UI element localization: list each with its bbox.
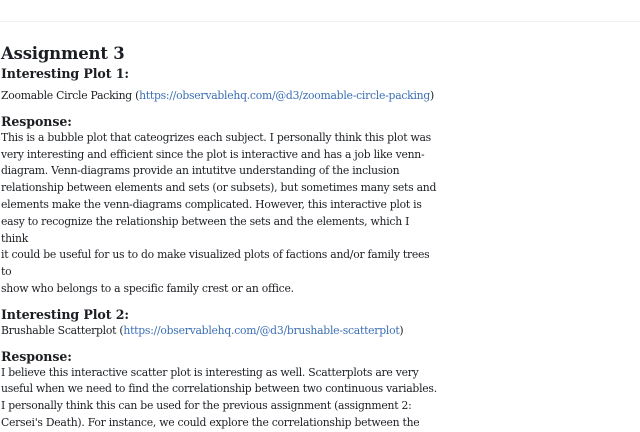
response1-line: This is a bubble plot that cateogrizes each subject. I personally think this plot was bbox=[1, 130, 431, 144]
plot1-name: Zoomable Circle Packing ( bbox=[1, 89, 140, 102]
response1-line: it could be useful for us to do make visualized plots of factions and/or family trees to bbox=[1, 248, 430, 279]
plot1-close-paren: ) bbox=[430, 89, 435, 102]
plot2-heading: Interesting Plot 2: bbox=[1, 306, 129, 322]
plot2-reference bbox=[1, 323, 437, 340]
response1-line: show who belongs to a specific family crest or an office. bbox=[1, 281, 294, 295]
document-body bbox=[1, 43, 437, 432]
response2-line: useful when we need to find the correlationship between two continuous variables. bbox=[1, 382, 437, 396]
response2-text bbox=[1, 365, 437, 432]
response1-line: elements make the venn-diagrams complicated. However, this interactive plot is bbox=[1, 197, 422, 211]
plot1-reference bbox=[1, 88, 437, 105]
plot2-name: Brushable Scatterplot ( bbox=[1, 323, 124, 337]
response1-line: diagram. Venn-diagrams provide an intutitve understanding of the inclusion bbox=[1, 164, 400, 178]
plot2-close-paren: ) bbox=[399, 323, 404, 337]
response1-heading: Response: bbox=[1, 113, 72, 129]
response2-line: I personally think this can be used for the previous assignment (assignment 2: bbox=[1, 399, 412, 413]
response1-text bbox=[1, 130, 437, 298]
response1-line: relationship between elements and sets (or subsets), but sometimes many sets and bbox=[1, 181, 437, 195]
plot1-link[interactable]: https://observablehq.com/@d3/zoomable-circle-packing bbox=[139, 89, 431, 102]
response1-line: easy to recognize the relationship between the sets and the elements, which I think bbox=[1, 214, 410, 245]
response2-line: Cersei's Death). For instance, we could explore the correlationship between the bbox=[1, 415, 420, 429]
response2-heading: Response: bbox=[1, 348, 72, 364]
page-title: Assignment 3 bbox=[1, 44, 125, 63]
plot2-link[interactable]: https://observablehq.com/@d3/brushable-scatterplot bbox=[123, 323, 400, 337]
top-bar bbox=[0, 0, 640, 22]
plot1-heading: Interesting Plot 1: bbox=[1, 66, 129, 81]
response2-line: I believe this interactive scatter plot is interesting as well. Scatterplots are very bbox=[1, 365, 419, 379]
response1-line: very interesting and efficient since the plot is interactive and has a job like venn- bbox=[1, 147, 425, 161]
